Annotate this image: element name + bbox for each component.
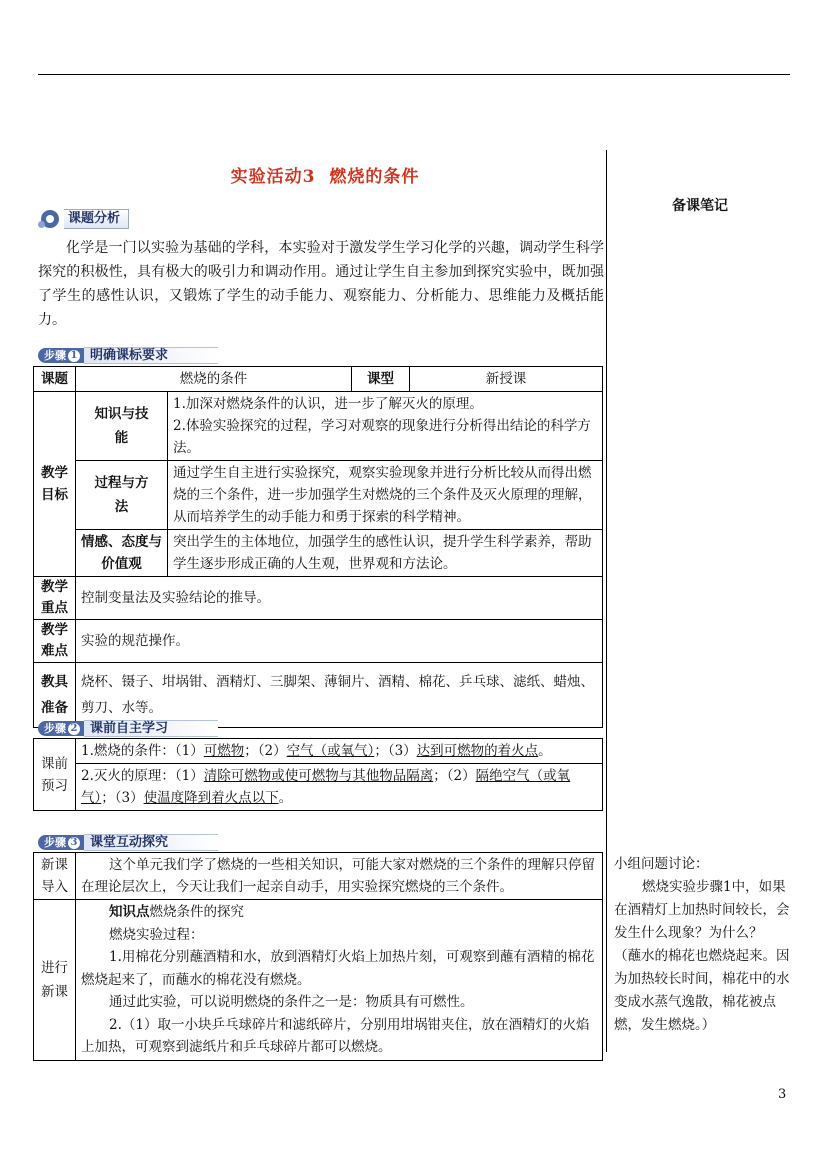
step-3-banner: 步骤 3 课堂互动探究 (38, 834, 218, 851)
tools-label: 教具准备 (34, 663, 76, 728)
type-value: 新授课 (410, 367, 603, 392)
discussion-heading: 小组问题讨论： (614, 856, 709, 872)
subject-label: 课题 (34, 367, 76, 392)
goal-emotion-text: 突出学生的主体地位，加强学生的感性认识，提升学生科学素养，帮助学生逐步形成正确的人生观，世界观和方法论。 (168, 530, 603, 577)
sidebar-discussion (614, 853, 794, 1037)
intro-label: 新课导入 (34, 853, 76, 900)
key-points-label: 教学重点 (34, 577, 76, 620)
preview-label: 课前预习 (34, 739, 76, 811)
goal-knowledge-label: 知识与技能 (76, 392, 168, 461)
analysis-badge (38, 209, 129, 229)
preview-table (33, 738, 603, 811)
goals-label: 教学目标 (34, 392, 76, 577)
type-label: 课型 (352, 367, 410, 392)
key-points-text: 控制变量法及实验结论的推导。 (76, 577, 603, 620)
gear-icon (38, 209, 64, 229)
column-divider (606, 150, 607, 1052)
curriculum-table (33, 366, 603, 728)
preview-line-1: 1.燃烧的条件：（1）可燃物；（2）空气（或氧气）；（3）达到可燃物的着火点。 (76, 739, 603, 764)
classroom-table (33, 852, 603, 1061)
preview-line-2: 2.灭火的原理：（1）清除可燃物或使可燃物与其他物品隔离；（2）隔绝空气（或氧气）；（3）使温度降到着火点以下。 (76, 764, 603, 811)
new-lesson-label: 进行新课 (34, 900, 76, 1061)
goal-process-text: 通过学生自主进行实验探究，观察实验现象并进行分析比较从而得出燃烧的三个条件，进一步加强学生对燃烧的三个条件及灭火原理的理解，从而培养学生的动手能力和勇于探索的科学精神。 (168, 461, 603, 530)
step-1-banner: 步骤 1 明确课标要求 (38, 347, 218, 364)
knowledge-point-title: 燃烧条件的探究 (149, 904, 244, 920)
intro-paragraph: 化学是一门以实验为基础的学科，本实验对于激发学生学习化学的兴趣，调动学生科学探究的积极性，具有极大的吸引力和调动作用。通过让学生自主参加到探究实验中，既加强了学生的感性认识，又锻炼了学生的动手能力、观察能力、分析能力、思维能力及概括能力。 (38, 240, 604, 328)
knowledge-point-label: 知识点 (109, 904, 150, 920)
new-lesson-content: 知识点燃烧条件的探究 燃烧实验过程： 1.用棉花分别蘸酒精和水，放到酒精灯火焰上加热片刻，可观察到蘸有酒精的棉花燃烧起来了，而蘸水的棉花没有燃烧。 通过此实验，可以说明燃烧的条件之一是：物质具有可燃性。 2.（1）取一小块乒乓球碎片和滤纸碎片，分别用坩埚钳夹住，放在酒精灯的火焰上加热，可观察到滤纸片和乒乓球碎片都可以燃烧。 (76, 900, 603, 1061)
difficulty-text: 实验的规范操作。 (76, 620, 603, 663)
notes-column-heading: 备课笔记 (672, 198, 728, 214)
subject-value: 燃烧的条件 (76, 367, 352, 392)
goal-emotion-label: 情感、态度与价值观 (76, 530, 168, 577)
discussion-question: 燃烧实验步骤1中，如果在酒精灯上加热时间较长，会发生什么现象？为什么？ (614, 879, 790, 941)
difficulty-label: 教学难点 (34, 620, 76, 663)
header-rule (38, 74, 790, 75)
goal-process-label: 过程与方法 (76, 461, 168, 530)
page-title: 实验活动3 燃烧的条件 (230, 167, 420, 187)
analysis-badge-label: 课题分析 (64, 209, 129, 229)
goal-knowledge-text: 1.加深对燃烧条件的认识，进一步了解灭火的原理。 2.体验实验探究的过程，学习对观察的现象进行分析得出结论的科学方法。 (168, 392, 603, 461)
intro-text: 这个单元我们学了燃烧的一些相关知识，可能大家对燃烧的三个条件的理解只停留在理论层次上，今天让我们一起亲自动手，用实验探究燃烧的三个条件。 (76, 853, 603, 900)
page-number: 3 (778, 1087, 787, 1102)
discussion-answer: （蘸水的棉花也燃烧起来。因为加热较长时间，棉花中的水变成水蒸气逸散，棉花被点燃，发生燃烧。） (614, 948, 790, 1033)
step-2-banner: 步骤 2 课前自主学习 (38, 720, 218, 737)
tools-text: 烧杯、镊子、坩埚钳、酒精灯、三脚架、薄铜片、酒精、棉花、乒乓球、滤纸、蜡烛、剪刀、水等。 (76, 663, 603, 728)
